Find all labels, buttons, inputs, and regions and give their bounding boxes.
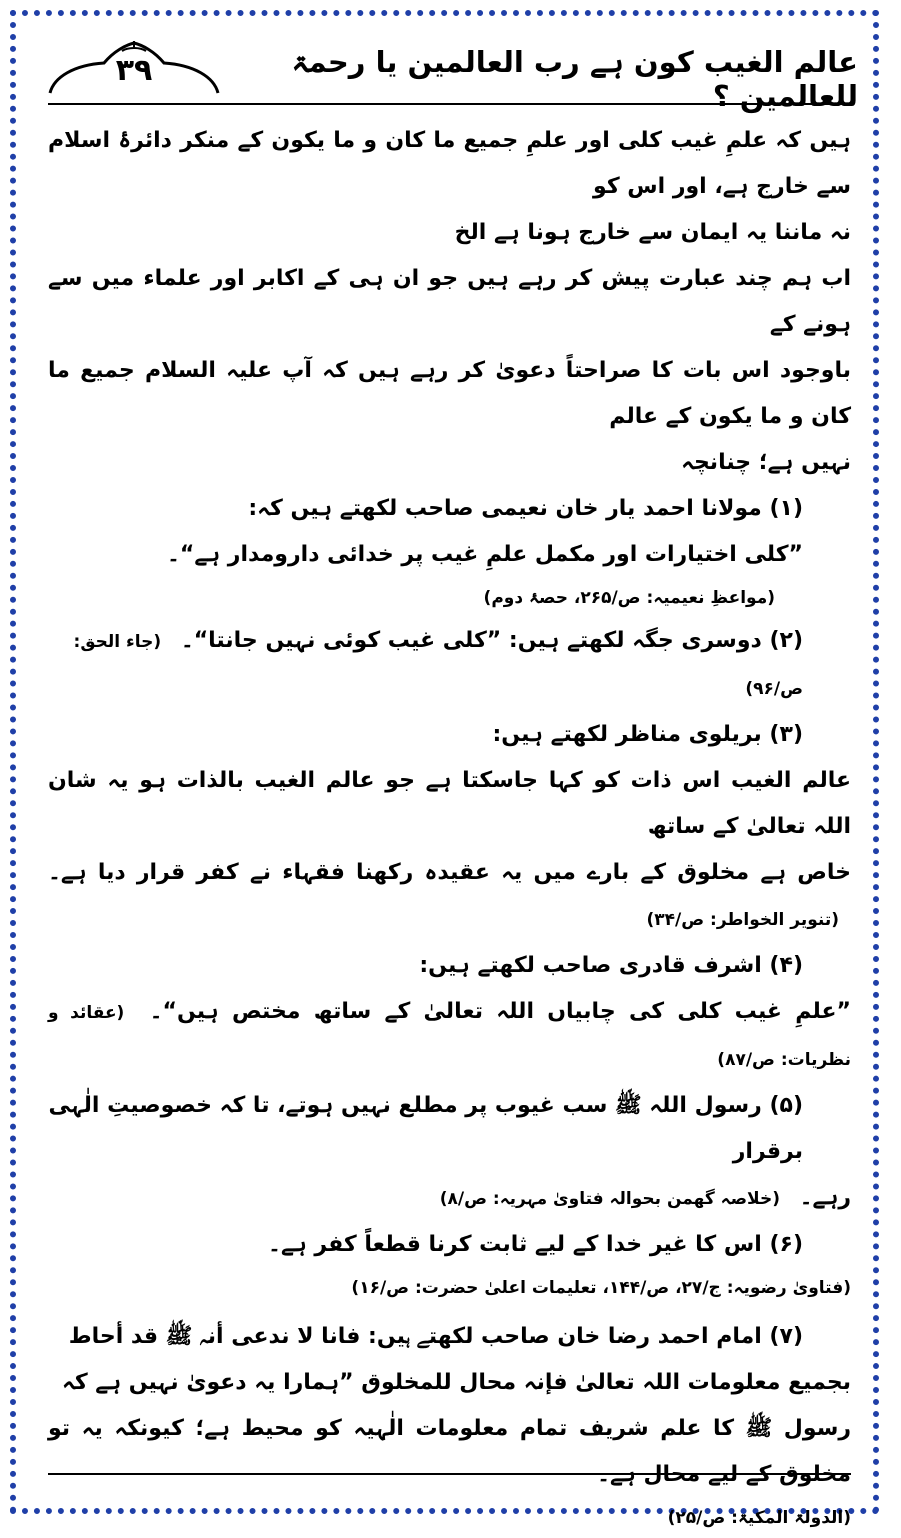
header-divider (48, 103, 851, 105)
paragraph-text: ”علمِ غیب کلی کی چابیاں اللہ تعالیٰ کے ساتھ مختص ہیں“۔ (149, 999, 851, 1024)
list-item-6: (۶) اس کا غیر خدا کے لیے ثابت کرنا قطعاً کفر ہے۔ (268, 1232, 803, 1257)
citation: (خلاصہ گھمن بحوالہ فتاویٰ مہریہ: ص/۸) (439, 1189, 780, 1209)
citation: (عقائد و نظریات: ص/۸۷) (48, 1003, 851, 1070)
paragraph-line (48, 850, 851, 943)
list-item-5: (۵) رسول اللہ ﷺ سب غیوب پر مطلع نہیں ہوتے، تا کہ خصوصیتِ الٰہی برقرار (48, 1093, 803, 1164)
list-item-text: (۲) دوسری جگہ لکھتے ہیں: ”کلی غیب کوئی نہیں جانتا“۔ (180, 628, 803, 653)
citation: (مواعظِ نعیمیہ: ص/۲۶۵، حصۂ دوم) (483, 588, 775, 608)
paragraph-text: رہے۔ (799, 1185, 851, 1210)
running-title: عالم الغیب کون ہے رب العالمین یا رحمۃ للعالمین ؟ (291, 45, 858, 113)
list-item-3: (۳) بریلوی مناظر لکھتے ہیں: (492, 722, 803, 747)
paragraph-line: اب ہم چند عبارت پیش کر رہے ہیں جو ان ہی کے اکابر اور علماء میں سے ہونے کے (48, 266, 851, 337)
page-number-badge (44, 41, 224, 93)
paragraph-line (48, 989, 851, 1083)
paragraph-line: ہیں کہ علمِ غیب کلی اور علمِ جمیع ما کان و ما یکون کے منکر دائرۂ اسلام سے خارج ہے، اور اس کو (48, 128, 851, 199)
page-header (40, 35, 858, 113)
citation: (فتاویٰ رضویہ: ج/۲۷، ص/۱۴۴، تعلیمات اعلیٰ حضرت: ص/۱۶) (351, 1278, 851, 1298)
list-item-2 (48, 618, 851, 712)
citation: (جاء الحق: ص/۹۶) (73, 632, 803, 699)
page-number: ٣٩ (115, 53, 153, 88)
quote-line: ”کلی اختیارات اور مکمل علمِ غیب پر خدائی دارومدار ہے“۔ (166, 542, 803, 567)
list-item-4: (۴) اشرف قادری صاحب لکھتے ہیں: (419, 953, 803, 978)
paragraph-text: خاص ہے مخلوق کے بارے میں یہ عقیدہ رکھنا فقہاء نے کفر قرار دیا ہے۔ (48, 860, 851, 885)
paragraph-line: نہیں ہے؛ چنانچہ (681, 450, 851, 475)
paragraph-line: نہ ماننا یہ ایمان سے خارج ہونا ہے الخ (454, 220, 851, 245)
paragraph-line: بجمیع معلومات اللہ تعالیٰ فإنہ محال للمخلوق ”ہمارا یہ دعویٰ نہیں ہے کہ (61, 1370, 851, 1395)
paragraph-line (48, 1175, 851, 1222)
list-item-1: (۱) مولانا احمد یار خان نعیمی صاحب لکھتے ہیں کہ: (248, 496, 803, 521)
citation: (تنویر الخواطر: ص/۳۴) (646, 910, 839, 930)
citation: (الدولۃ المکیۃ: ص/۲۵) (667, 1508, 851, 1528)
list-item-7: (۷) امام احمد رضا خان صاحب لکھتے ہیں: فانا لا ندعی أنہ ﷺ قد أحاط (68, 1324, 803, 1349)
paragraph-line: رسول ﷺ کا علم شریف تمام معلومات الٰہیہ کو محیط ہے؛ کیونکہ یہ تو مخلوق کے لیے محال ہے۔ (48, 1416, 851, 1487)
footer-divider (48, 1473, 851, 1475)
paragraph-line: عالم الغیب اس ذات کو کہا جاسکتا ہے جو عالم الغیب بالذات ہو یہ شان اللہ تعالیٰ کے ساتھ (48, 768, 851, 839)
paragraph-line: باوجود اس بات کا صراحتاً دعویٰ کر رہے ہیں کہ آپ علیہ السلام جمیع ما کان و ما یکون کے عالم (48, 358, 851, 429)
page-body (48, 118, 851, 1538)
